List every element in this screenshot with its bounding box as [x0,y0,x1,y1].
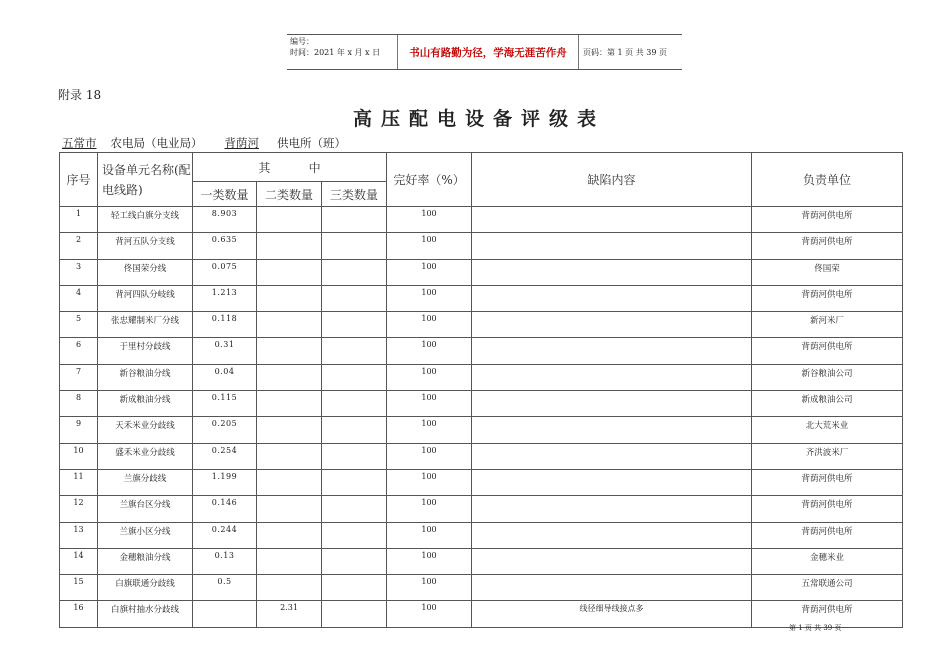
row-seq: 8 [60,391,98,417]
col-seq: 序号 [60,153,98,207]
row-unit-name: 盛禾米业分歧线 [98,443,193,469]
row-seq: 10 [60,443,98,469]
row-class3 [322,443,387,469]
row-defect [472,391,752,417]
table-row [60,469,903,495]
page-header [287,34,682,70]
row-owner: 背荫河供电所 [752,285,903,311]
row-unit-name: 新谷粮油分线 [98,364,193,390]
station-field: 背荫河 [224,136,259,150]
row-unit-name: 背河五队分支线 [98,233,193,259]
row-class1: 0.04 [193,364,257,390]
row-owner: 背荫河供电所 [752,207,903,233]
row-class1: 0.115 [193,391,257,417]
row-seq: 3 [60,259,98,285]
table-row [60,312,903,338]
row-defect [472,443,752,469]
row-unit-name: 白旗联通分歧线 [98,575,193,601]
row-class3 [322,575,387,601]
row-class3 [322,364,387,390]
row-class2 [257,233,322,259]
row-class3 [322,312,387,338]
header-motto: 书山有路勤为径，学海无涯苦作舟 [398,35,579,69]
row-class3 [322,417,387,443]
row-class2 [257,417,322,443]
row-unit-name: 兰旗台区分线 [98,496,193,522]
table-row [60,548,903,574]
row-unit-name: 兰旗分歧线 [98,469,193,495]
col-class2: 二类数量 [257,182,322,207]
row-owner: 背荫河供电所 [752,601,903,627]
row-class3 [322,548,387,574]
row-rate: 100 [387,233,472,259]
row-class3 [322,285,387,311]
row-class1: 0.075 [193,259,257,285]
row-defect: 线径细导线接点多 [472,601,752,627]
col-defect: 缺陷内容 [472,153,752,207]
row-defect [472,259,752,285]
row-seq: 6 [60,338,98,364]
table-row [60,338,903,364]
row-rate: 100 [387,601,472,627]
sub-header [62,135,346,151]
col-unit-name: 设备单元名称(配电线路) [98,153,193,207]
row-unit-name: 背河四队分岐线 [98,285,193,311]
row-class1: 0.5 [193,575,257,601]
row-unit-name: 白旗村抽水分歧线 [98,601,193,627]
col-owner: 负责单位 [752,153,903,207]
table-row [60,522,903,548]
row-defect [472,285,752,311]
row-class3 [322,207,387,233]
row-unit-name: 天禾米业分歧线 [98,417,193,443]
row-unit-name: 金穗粮油分线 [98,548,193,574]
table-row [60,601,903,627]
row-rate: 100 [387,259,472,285]
row-class3 [322,338,387,364]
row-rate: 100 [387,548,472,574]
row-class2 [257,522,322,548]
row-owner: 背荫河供电所 [752,338,903,364]
row-rate: 100 [387,391,472,417]
row-unit-name: 佟国荣分线 [98,259,193,285]
row-owner: 金穗米业 [752,548,903,574]
row-seq: 1 [60,207,98,233]
row-rate: 100 [387,285,472,311]
row-class1: 0.205 [193,417,257,443]
col-class1: 一类数量 [193,182,257,207]
table-row [60,207,903,233]
table-row [60,496,903,522]
row-class3 [322,496,387,522]
time-label: 时间：2021 年 x 月 x 日 [290,48,381,57]
row-rate: 100 [387,469,472,495]
row-class1: 0.146 [193,496,257,522]
table-row [60,259,903,285]
row-rate: 100 [387,417,472,443]
row-class2 [257,207,322,233]
table-row [60,364,903,390]
row-defect [472,417,752,443]
row-owner: 背荫河供电所 [752,522,903,548]
row-defect [472,548,752,574]
row-class2 [257,469,322,495]
col-among: 其 中 [193,153,387,182]
row-rate: 100 [387,496,472,522]
row-rate: 100 [387,338,472,364]
row-class2 [257,496,322,522]
row-class3 [322,391,387,417]
page-title: 高压配电设备评级表 [353,108,606,130]
col-rate: 完好率（%） [387,153,472,207]
row-seq: 14 [60,548,98,574]
row-defect [472,338,752,364]
row-unit-name: 轻工线白旗分支线 [98,207,193,233]
page-footer: 第 1 页 共 39 页 [789,624,842,632]
row-class2 [257,391,322,417]
supply-label: 供电所（班） [277,136,346,150]
row-owner: 五常联通公司 [752,575,903,601]
row-owner: 背荫河供电所 [752,469,903,495]
row-rate: 100 [387,312,472,338]
table-row [60,443,903,469]
city-field: 五常市 [62,136,97,150]
row-class1 [193,601,257,627]
row-rate: 100 [387,364,472,390]
row-defect [472,575,752,601]
row-seq: 13 [60,522,98,548]
row-class3 [322,522,387,548]
row-seq: 12 [60,496,98,522]
row-class1: 1.213 [193,285,257,311]
row-seq: 2 [60,233,98,259]
row-class1: 0.13 [193,548,257,574]
row-seq: 4 [60,285,98,311]
table-row [60,233,903,259]
number-label: 编号： [290,37,314,46]
row-seq: 5 [60,312,98,338]
row-defect [472,364,752,390]
row-class1: 0.244 [193,522,257,548]
row-rate: 100 [387,207,472,233]
row-class2 [257,548,322,574]
row-class2 [257,285,322,311]
row-class1: 0.118 [193,312,257,338]
row-defect [472,312,752,338]
col-class3: 三类数量 [322,182,387,207]
row-class1: 1.199 [193,469,257,495]
header-page-label: 页码：第 1 页 共 39 页 [583,47,667,57]
table-row [60,417,903,443]
row-class3 [322,469,387,495]
table-row [60,575,903,601]
row-unit-name: 于里村分歧线 [98,338,193,364]
table-row [60,285,903,311]
row-owner: 佟国荣 [752,259,903,285]
row-class1: 0.31 [193,338,257,364]
header-meta [287,35,398,69]
row-class1: 0.254 [193,443,257,469]
row-owner: 新河米厂 [752,312,903,338]
row-class1: 0.635 [193,233,257,259]
row-class2 [257,259,322,285]
row-defect [472,522,752,548]
bureau-label: 农电局（电业局） [110,136,203,150]
row-defect [472,233,752,259]
row-unit-name: 兰旗小区分线 [98,522,193,548]
row-class2 [257,312,322,338]
row-unit-name: 张忠耀制米厂分线 [98,312,193,338]
row-class2 [257,443,322,469]
row-defect [472,469,752,495]
row-owner: 背荫河供电所 [752,233,903,259]
row-class1: 8.903 [193,207,257,233]
row-owner: 背荫河供电所 [752,496,903,522]
table-row [60,391,903,417]
row-class3 [322,233,387,259]
row-class2 [257,364,322,390]
row-class2 [257,338,322,364]
row-seq: 15 [60,575,98,601]
row-owner: 新谷粮油公司 [752,364,903,390]
row-class3 [322,259,387,285]
row-seq: 16 [60,601,98,627]
appendix-label: 附录 18 [58,88,102,102]
row-seq: 11 [60,469,98,495]
row-owner: 齐洪波米厂 [752,443,903,469]
row-owner: 北大荒米业 [752,417,903,443]
rating-table [59,152,903,628]
row-seq: 9 [60,417,98,443]
row-unit-name: 新成粮油分线 [98,391,193,417]
row-defect [472,207,752,233]
row-class2: 2.31 [257,601,322,627]
row-seq: 7 [60,364,98,390]
row-rate: 100 [387,522,472,548]
row-class2 [257,575,322,601]
row-class3 [322,601,387,627]
row-rate: 100 [387,443,472,469]
row-defect [472,496,752,522]
row-rate: 100 [387,575,472,601]
row-owner: 新成粮油公司 [752,391,903,417]
